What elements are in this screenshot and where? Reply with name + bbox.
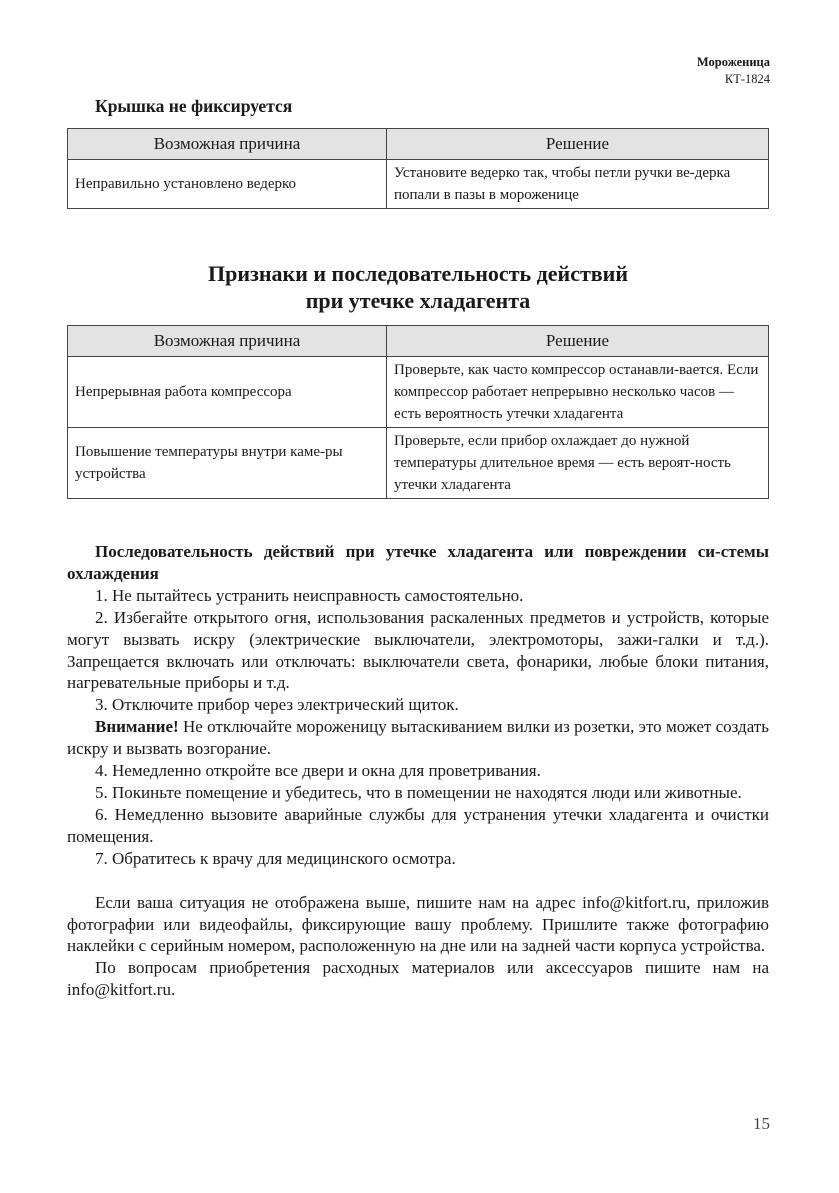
column-header-solution: Решение [387, 129, 769, 160]
column-header-solution: Решение [387, 326, 769, 357]
procedure-body [67, 541, 769, 1001]
cause-cell: Непрерывная работа компрессора [68, 357, 387, 428]
table-row [68, 160, 769, 209]
contact-paragraph-2: По вопросам приобретения расходных материалов или аксессуаров пишите нам на info@kitfort.ru. [67, 958, 769, 1000]
section-title-refrigerant-leak [67, 260, 769, 314]
column-header-cause: Возможная причина [68, 326, 387, 357]
step-6: 6. Немедленно вызовите аварийные службы для устранения утечки хладагента и очистки помещения. [67, 804, 769, 846]
solution-cell: Проверьте, как часто компрессор останавли-вается. Если компрессор работает непрерывно несколько часов — есть вероятность утечки хладагента [387, 357, 769, 428]
contact-paragraph-1: Если ваша ситуация не отображена выше, пишите нам на адрес info@kitfort.ru, приложив фотографии или видеофайлы, фиксирующие вашу проблему. Пришлите также фотографию наклейки с серийным номером, расположенную на дне или на задней части корпуса устройства. [67, 892, 769, 956]
title-line-1: Признаки и последовательность действий [207, 261, 629, 286]
page-header [697, 54, 770, 88]
step-4: 4. Немедленно откройте все двери и окна для проветривания. [95, 761, 541, 781]
step-7: 7. Обратитесь к врачу для медицинского осмотра. [95, 848, 456, 868]
procedure-heading: Последовательность действий при утечке хладагента или повреждении си-стемы охлаждения [67, 542, 769, 583]
step-1: 1. Не пытайтесь устранить неисправность самостоятельно. [95, 585, 524, 605]
warning-label: Внимание! [95, 717, 179, 737]
header-product: Мороженица [696, 55, 770, 69]
troubleshooting-table-lid [67, 128, 769, 209]
column-header-cause: Возможная причина [68, 129, 387, 160]
step-5: 5. Покиньте помещение и убедитесь, что в помещении не находятся люди или животные. [95, 782, 742, 802]
page-number: 15 [753, 1114, 770, 1133]
warning-text: Не отключайте мороженицу вытаскиванием вилки из розетки, это может создать искру и вызвать возгорание. [67, 717, 769, 759]
cause-cell: Повышение температуры внутри каме-ры устройства [68, 428, 387, 499]
table-row [68, 357, 769, 428]
troubleshooting-table-leak [67, 325, 769, 499]
warning-paragraph [67, 716, 769, 760]
table-header-row [68, 326, 769, 357]
step-3: 3. Отключите прибор через электрический щиток. [95, 695, 459, 715]
header-model: КТ-1824 [724, 72, 770, 86]
table-row [68, 428, 769, 499]
title-line-2: при утечке хладагента [305, 288, 531, 313]
spacer [67, 870, 769, 892]
cause-cell: Неправильно установлено ведерко [68, 160, 387, 209]
table-header-row [68, 129, 769, 160]
solution-cell: Проверьте, если прибор охлаждает до нужной температуры длительное время — есть вероят-ность утечки хладагента [387, 428, 769, 499]
step-2: 2. Избегайте открытого огня, использования раскаленных предметов и устройств, которые могут вызвать искру (электрические выключатели, электромоторы, зажи-галки и т.д.). Запрещается включать или отключать: выключатели света, фонарики, любые блоки питания, нагревательные приборы и т.д. [67, 607, 769, 693]
section-heading-lid: Крышка не фиксируется [95, 96, 293, 116]
solution-cell: Установите ведерко так, чтобы петли ручки ве-дерка попали в пазы в мороженице [387, 160, 769, 209]
